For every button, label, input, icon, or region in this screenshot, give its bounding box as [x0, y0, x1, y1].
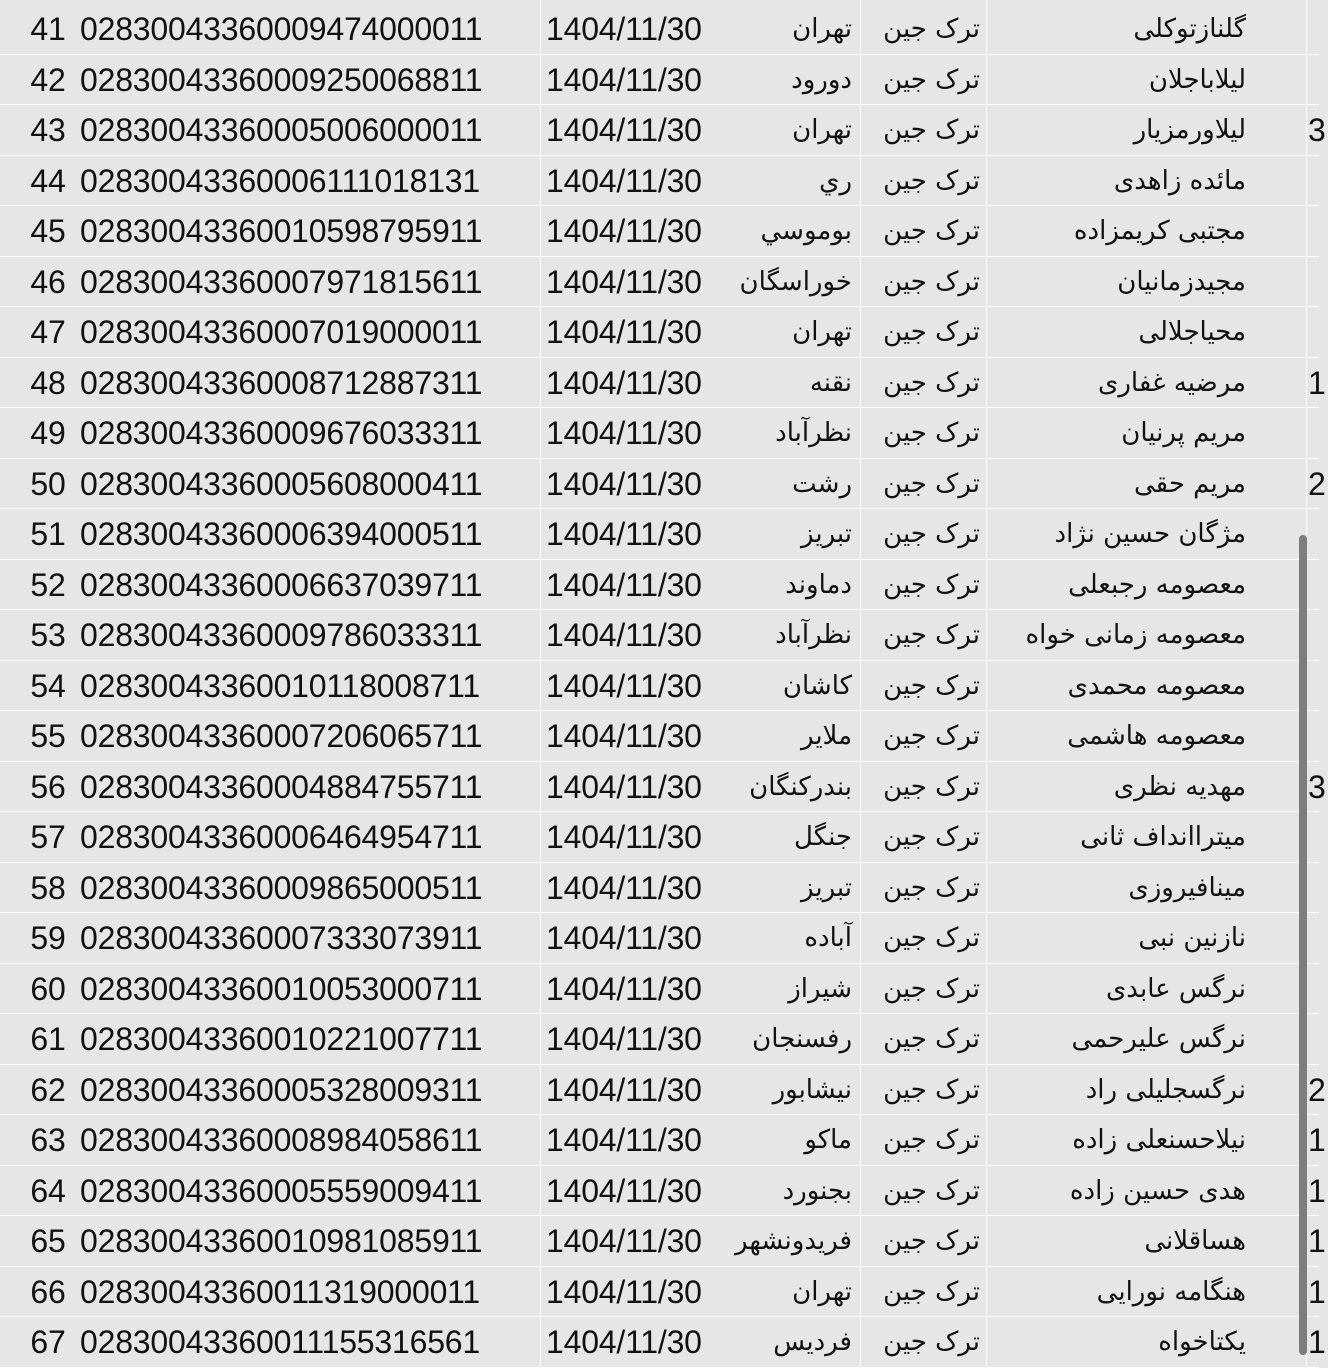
row-index[interactable]: 58 — [30, 869, 66, 906]
company-cell[interactable]: ترک جین — [883, 923, 980, 953]
tracking-code[interactable]: 02830043360010118008711 — [80, 667, 480, 704]
city-cell[interactable]: رشت — [792, 468, 852, 499]
name-cell[interactable]: نازنین نبی — [1138, 923, 1246, 953]
cutoff-cell[interactable]: 1 — [1308, 1223, 1326, 1259]
name-cell[interactable]: مریم حقی — [1134, 468, 1246, 499]
tracking-code[interactable]: 02830043360009250068811 — [80, 61, 483, 98]
table-row[interactable] — [0, 1216, 1326, 1267]
name-cell[interactable]: مژگان حسین نژاد — [1054, 519, 1246, 549]
table-row[interactable] — [0, 459, 1326, 510]
table-row[interactable] — [0, 55, 1319, 106]
table-row[interactable] — [0, 4, 1319, 55]
row-index[interactable]: 54 — [30, 667, 66, 704]
company-cell[interactable]: ترک جین — [883, 1074, 980, 1105]
row-index[interactable]: 60 — [30, 970, 66, 1007]
city-cell[interactable]: دماوند — [785, 569, 852, 600]
company-cell[interactable]: ترک جین — [883, 872, 980, 903]
company-cell[interactable]: ترک جین — [883, 64, 980, 95]
cutoff-cell[interactable]: 2 — [1308, 1071, 1326, 1108]
tracking-code[interactable]: 02830043360009786033311 — [80, 617, 483, 653]
cutoff-cell[interactable] — [1308, 408, 1328, 458]
name-cell[interactable]: نیلاحسنعلی زاده — [1072, 1125, 1246, 1155]
date-cell[interactable]: 1404/11/30 — [546, 667, 702, 704]
cutoff-cell[interactable]: 3 — [1308, 768, 1326, 805]
name-cell[interactable]: لیلاورمزیار — [1133, 115, 1246, 145]
tracking-code[interactable]: 02830043360006637039711 — [80, 566, 483, 603]
table-row[interactable] — [0, 408, 1319, 459]
cutoff-cell[interactable] — [1308, 509, 1328, 559]
date-cell[interactable]: 1404/11/30 — [546, 1273, 702, 1310]
table-row[interactable] — [0, 610, 1319, 661]
name-cell[interactable]: مرضیه غفاری — [1098, 367, 1246, 398]
cutoff-cell[interactable]: 1 — [1308, 1122, 1326, 1158]
cutoff-cell[interactable] — [1308, 913, 1328, 963]
city-cell[interactable]: نظرآباد — [775, 418, 852, 448]
cutoff-cell[interactable]: 2 — [1308, 465, 1326, 502]
cutoff-cell[interactable] — [1308, 560, 1328, 610]
date-cell[interactable]: 1404/11/30 — [546, 465, 702, 502]
cutoff-cell[interactable]: 1 — [1308, 1324, 1326, 1360]
city-cell[interactable]: بجنورد — [782, 1175, 852, 1206]
tracking-code[interactable]: 02830043360005559009411 — [80, 1172, 483, 1209]
name-cell[interactable]: معصومه رجبعلی — [1068, 569, 1246, 600]
date-cell[interactable]: 1404/11/30 — [546, 1324, 702, 1360]
row-index[interactable]: 47 — [30, 314, 66, 350]
cutoff-cell[interactable] — [1308, 661, 1328, 711]
name-cell[interactable]: نرگس علیرحمی — [1071, 1024, 1246, 1054]
city-cell[interactable]: شیراز — [788, 973, 852, 1004]
company-cell[interactable]: ترک جین — [883, 721, 980, 751]
cutoff-cell[interactable] — [1308, 863, 1328, 913]
city-cell[interactable]: تهران — [792, 115, 852, 145]
name-cell[interactable]: لیلاباجلان — [1148, 64, 1246, 95]
cutoff-cell[interactable] — [1308, 711, 1328, 761]
row-index[interactable]: 48 — [30, 364, 66, 401]
company-cell[interactable]: ترک جین — [883, 317, 980, 347]
name-cell[interactable]: مجتبی کریمزاده — [1073, 216, 1246, 246]
row-index[interactable]: 52 — [30, 566, 66, 603]
table-row[interactable] — [0, 1065, 1326, 1116]
row-index[interactable]: 43 — [30, 112, 66, 148]
tracking-code[interactable]: 02830043360004884755711 — [80, 768, 483, 805]
tracking-code[interactable]: 02830043360009865000511 — [80, 869, 483, 906]
name-cell[interactable]: گلنازتوکلی — [1133, 14, 1246, 44]
name-cell[interactable]: مجیدزمانیان — [1117, 266, 1246, 297]
table-row[interactable] — [0, 257, 1319, 308]
company-cell[interactable]: ترک جین — [883, 670, 980, 701]
city-cell[interactable]: بندرکنگان — [749, 771, 852, 802]
city-cell[interactable]: نقنه — [809, 367, 852, 398]
table-row[interactable] — [0, 358, 1326, 409]
company-cell[interactable]: ترک جین — [883, 468, 980, 499]
tracking-code[interactable]: 02830043360007333073911 — [80, 920, 483, 956]
date-cell[interactable]: 1404/11/30 — [546, 1223, 702, 1259]
tracking-code[interactable]: 02830043360007206065711 — [80, 718, 483, 754]
row-index[interactable]: 49 — [30, 415, 66, 451]
cutoff-cell[interactable]: 1 — [1308, 1172, 1326, 1209]
date-cell[interactable]: 1404/11/30 — [546, 314, 702, 350]
date-cell[interactable]: 1404/11/30 — [546, 213, 702, 249]
row-index[interactable]: 64 — [30, 1172, 66, 1209]
company-cell[interactable]: ترک جین — [883, 1125, 980, 1155]
table-row[interactable] — [0, 711, 1319, 762]
cutoff-cell[interactable] — [1308, 1014, 1328, 1064]
city-cell[interactable]: ري — [819, 165, 852, 196]
name-cell[interactable]: مریم پرنیان — [1121, 418, 1246, 448]
row-index[interactable]: 59 — [30, 920, 66, 956]
date-cell[interactable]: 1404/11/30 — [546, 617, 702, 653]
row-index[interactable]: 45 — [30, 213, 66, 249]
cutoff-cell[interactable] — [1308, 4, 1328, 54]
company-cell[interactable]: ترک جین — [883, 1175, 980, 1206]
row-index[interactable]: 57 — [30, 819, 66, 855]
tracking-code[interactable]: 02830043360010981085911 — [80, 1223, 483, 1259]
city-cell[interactable]: نیشابور — [772, 1074, 852, 1105]
date-cell[interactable]: 1404/11/30 — [546, 415, 702, 451]
date-cell[interactable]: 1404/11/30 — [546, 970, 702, 1007]
row-index[interactable]: 61 — [30, 1021, 66, 1057]
date-cell[interactable]: 1404/11/30 — [546, 819, 702, 855]
cutoff-cell[interactable] — [1308, 964, 1328, 1014]
table-row[interactable] — [0, 913, 1319, 964]
company-cell[interactable]: ترک جین — [883, 771, 980, 802]
row-index[interactable]: 65 — [30, 1223, 66, 1259]
row-index[interactable]: 63 — [30, 1122, 66, 1158]
name-cell[interactable]: مائده زاهدی — [1113, 165, 1246, 196]
table-row[interactable] — [0, 1166, 1326, 1217]
city-cell[interactable]: تبریز — [800, 519, 852, 549]
date-cell[interactable]: 1404/11/30 — [546, 768, 702, 805]
name-cell[interactable]: نرگس عابدی — [1105, 973, 1246, 1004]
city-cell[interactable]: ماکو — [804, 1125, 852, 1155]
cutoff-cell[interactable] — [1308, 55, 1328, 105]
company-cell[interactable]: ترک جین — [883, 569, 980, 600]
date-cell[interactable]: 1404/11/30 — [546, 364, 702, 401]
table-row[interactable] — [0, 812, 1319, 863]
tracking-code[interactable]: 02830043360006464954711 — [80, 819, 483, 855]
company-cell[interactable]: ترک جین — [883, 519, 980, 549]
city-cell[interactable]: فریدونشهر — [735, 1226, 852, 1256]
date-cell[interactable]: 1404/11/30 — [546, 1122, 702, 1158]
date-cell[interactable]: 1404/11/30 — [546, 1172, 702, 1209]
cutoff-cell[interactable]: 3 — [1308, 112, 1326, 148]
table-row[interactable] — [0, 206, 1319, 257]
name-cell[interactable]: مهدیه نظری — [1113, 771, 1246, 802]
table-row[interactable] — [0, 307, 1319, 358]
city-cell[interactable]: ملایر — [800, 721, 852, 751]
city-cell[interactable]: تهران — [792, 1276, 852, 1307]
name-cell[interactable]: هساقلانی — [1144, 1226, 1246, 1256]
table-row[interactable] — [0, 1014, 1319, 1065]
date-cell[interactable]: 1404/11/30 — [546, 718, 702, 754]
cutoff-cell[interactable] — [1308, 812, 1328, 862]
cutoff-cell[interactable]: 1 — [1308, 364, 1326, 401]
tracking-code[interactable]: 02830043360010598795911 — [80, 213, 483, 249]
company-cell[interactable]: ترک جین — [883, 1327, 980, 1357]
vertical-scrollbar[interactable] — [1299, 535, 1307, 1355]
city-cell[interactable]: کاشان — [782, 670, 852, 701]
city-cell[interactable]: جنگل — [794, 822, 852, 852]
name-cell[interactable]: میتراانداف ثانی — [1080, 822, 1246, 852]
date-cell[interactable]: 1404/11/30 — [546, 11, 702, 47]
tracking-code[interactable]: 02830043360009676033311 — [80, 415, 483, 451]
row-index[interactable]: 66 — [30, 1273, 66, 1310]
company-cell[interactable]: ترک جین — [883, 822, 980, 852]
table-row[interactable] — [0, 509, 1319, 560]
table-row[interactable] — [0, 863, 1319, 914]
tracking-code[interactable]: 02830043360006394000511 — [80, 516, 483, 552]
row-index[interactable]: 41 — [30, 11, 66, 47]
city-cell[interactable]: دورود — [791, 64, 852, 95]
company-cell[interactable]: ترک جین — [883, 418, 980, 448]
tracking-code[interactable]: 02830043360010221007711 — [80, 1021, 483, 1057]
row-index[interactable]: 67 — [30, 1324, 66, 1360]
row-index[interactable]: 44 — [30, 162, 66, 199]
company-cell[interactable]: ترک جین — [883, 165, 980, 196]
tracking-code[interactable]: 02830043360011155316561 — [80, 1324, 480, 1360]
cutoff-cell[interactable]: 1 — [1308, 1273, 1326, 1310]
row-index[interactable]: 53 — [30, 617, 66, 653]
date-cell[interactable]: 1404/11/30 — [546, 61, 702, 98]
name-cell[interactable]: یکتاخواه — [1158, 1327, 1246, 1357]
city-cell[interactable]: فردیس — [773, 1327, 852, 1357]
cutoff-cell[interactable] — [1308, 257, 1328, 307]
company-cell[interactable]: ترک جین — [883, 115, 980, 145]
table-row[interactable] — [0, 964, 1319, 1015]
city-cell[interactable]: نظرآباد — [775, 620, 852, 650]
table-row[interactable] — [0, 1267, 1326, 1318]
tracking-code[interactable]: 02830043360005328009311 — [80, 1071, 483, 1108]
city-cell[interactable]: تهران — [792, 14, 852, 44]
table-row[interactable] — [0, 1317, 1326, 1368]
city-cell[interactable]: بوموسي — [760, 216, 852, 246]
company-cell[interactable]: ترک جین — [883, 1276, 980, 1307]
row-index[interactable]: 42 — [30, 61, 66, 98]
date-cell[interactable]: 1404/11/30 — [546, 1071, 702, 1108]
table-row[interactable] — [0, 560, 1319, 611]
name-cell[interactable]: معصومه محمدی — [1067, 670, 1246, 701]
company-cell[interactable]: ترک جین — [883, 1226, 980, 1256]
date-cell[interactable]: 1404/11/30 — [546, 1021, 702, 1057]
tracking-code[interactable]: 02830043360011319000011 — [80, 1273, 480, 1310]
name-cell[interactable]: مینافیروزی — [1128, 872, 1246, 903]
tracking-code[interactable]: 02830043360007019000011 — [80, 314, 483, 350]
date-cell[interactable]: 1404/11/30 — [546, 162, 702, 199]
company-cell[interactable]: ترک جین — [883, 367, 980, 398]
tracking-code[interactable]: 02830043360006111018131 — [80, 162, 480, 199]
table-row[interactable] — [0, 156, 1319, 207]
row-index[interactable]: 50 — [30, 465, 66, 502]
date-cell[interactable]: 1404/11/30 — [546, 566, 702, 603]
tracking-code[interactable]: 02830043360008984058611 — [80, 1122, 483, 1158]
table-row[interactable] — [0, 1115, 1326, 1166]
row-index[interactable]: 46 — [30, 263, 66, 300]
date-cell[interactable]: 1404/11/30 — [546, 112, 702, 148]
cutoff-cell[interactable] — [1308, 206, 1328, 256]
name-cell[interactable]: نرگسجلیلی راد — [1085, 1074, 1246, 1105]
tracking-code[interactable]: 02830043360009474000011 — [80, 11, 483, 47]
cutoff-cell[interactable] — [1308, 610, 1328, 660]
name-cell[interactable]: معصومه هاشمی — [1067, 721, 1246, 751]
name-cell[interactable]: هنگامه نورایی — [1096, 1276, 1246, 1307]
row-index[interactable]: 56 — [30, 768, 66, 805]
company-cell[interactable]: ترک جین — [883, 1024, 980, 1054]
company-cell[interactable]: ترک جین — [883, 620, 980, 650]
tracking-code[interactable]: 02830043360007971815611 — [80, 263, 483, 300]
name-cell[interactable]: معصومه زمانی خواه — [1025, 620, 1246, 650]
company-cell[interactable]: ترک جین — [883, 266, 980, 297]
cutoff-cell[interactable] — [1308, 156, 1328, 206]
date-cell[interactable]: 1404/11/30 — [546, 263, 702, 300]
city-cell[interactable]: تبریز — [800, 872, 852, 903]
row-index[interactable]: 62 — [30, 1071, 66, 1108]
company-cell[interactable]: ترک جین — [883, 973, 980, 1004]
name-cell[interactable]: محیاجلالی — [1138, 317, 1246, 347]
city-cell[interactable]: آباده — [804, 923, 852, 953]
table-row[interactable] — [0, 105, 1326, 156]
city-cell[interactable]: تهران — [792, 317, 852, 347]
tracking-code[interactable]: 02830043360008712887311 — [80, 364, 483, 401]
date-cell[interactable]: 1404/11/30 — [546, 869, 702, 906]
city-cell[interactable]: خوراسگان — [739, 266, 852, 297]
tracking-code[interactable]: 02830043360005006000011 — [80, 112, 483, 148]
cutoff-cell[interactable] — [1308, 307, 1328, 357]
city-cell[interactable]: رفسنجان — [752, 1024, 852, 1054]
tracking-code[interactable]: 02830043360010053000711 — [80, 970, 483, 1007]
date-cell[interactable]: 1404/11/30 — [546, 516, 702, 552]
company-cell[interactable]: ترک جین — [883, 216, 980, 246]
tracking-code[interactable]: 02830043360005608000411 — [80, 465, 483, 502]
row-index[interactable]: 51 — [30, 516, 66, 552]
date-cell[interactable]: 1404/11/30 — [546, 920, 702, 956]
company-cell[interactable]: ترک جین — [883, 14, 980, 44]
row-index[interactable]: 55 — [30, 718, 66, 754]
table-row[interactable] — [0, 762, 1326, 813]
name-cell[interactable]: هدی حسین زاده — [1069, 1175, 1246, 1206]
table-row[interactable] — [0, 661, 1319, 712]
